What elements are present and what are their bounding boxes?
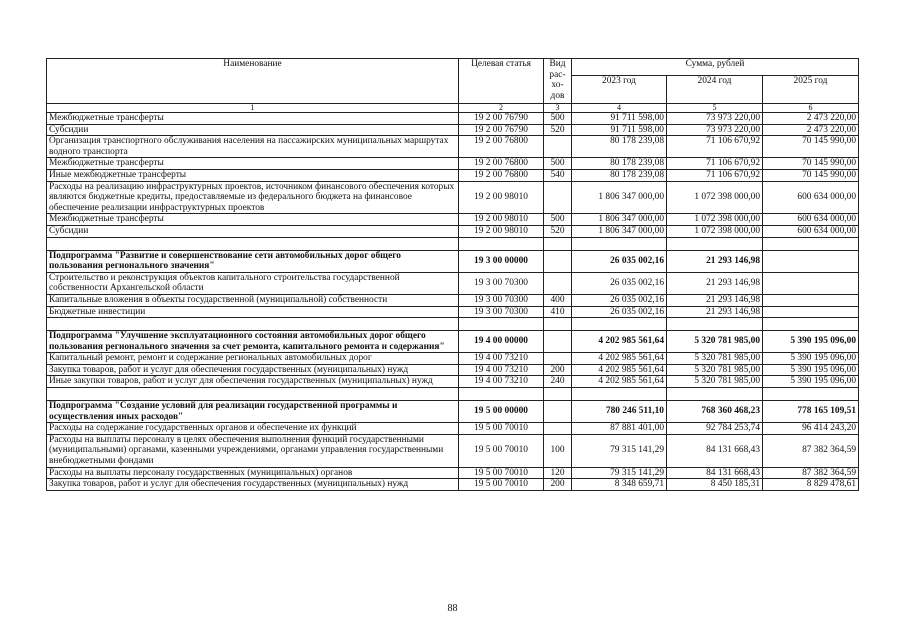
row-code: 19 4 00 00000 xyxy=(459,331,544,353)
row-amount-2025: 2 473 220,00 xyxy=(763,124,859,136)
row-kind xyxy=(544,181,572,214)
row-kind: 500 xyxy=(544,158,572,170)
table-row xyxy=(47,294,859,306)
header-name: Наименование xyxy=(47,59,459,104)
row-amount-2024: 1 072 398 000,00 xyxy=(667,225,763,237)
subprogram-row xyxy=(47,401,859,423)
row-amount-2023: 91 711 598,00 xyxy=(572,124,667,136)
row-code: 19 4 00 73210 xyxy=(459,364,544,376)
row-amount-2025: 600 634 000,00 xyxy=(763,181,859,214)
row-name: Межбюджетные трансферты xyxy=(47,214,459,226)
table-row xyxy=(47,272,859,294)
row-amount-2023: 91 711 598,00 xyxy=(572,113,667,125)
row-amount-2024: 5 320 781 985,00 xyxy=(667,353,763,365)
row-amount-2024: 5 320 781 985,00 xyxy=(667,364,763,376)
subprogram-row xyxy=(47,331,859,353)
row-name: Подпрограмма "Улучшение эксплуатационного состояния автомобильных дорог общего пользования регионального значения за счет ремонта, капитального ремонта и содержания" xyxy=(47,331,459,353)
row-amount-2024: 1 072 398 000,00 xyxy=(667,214,763,226)
row-amount-2025: 70 145 990,00 xyxy=(763,136,859,158)
row-name: Бюджетные инвестиции xyxy=(47,306,459,318)
row-amount-2023: 8 348 659,71 xyxy=(572,479,667,491)
row-amount-2025: 87 382 364,59 xyxy=(763,467,859,479)
row-amount-2023: 80 178 239,08 xyxy=(572,158,667,170)
row-code: 19 2 00 98010 xyxy=(459,214,544,226)
column-number: 2 xyxy=(459,104,544,113)
row-amount-2023: 4 202 985 561,64 xyxy=(572,353,667,365)
row-amount-2025: 70 145 990,00 xyxy=(763,158,859,170)
header-sum: Сумма, рублей xyxy=(572,59,859,76)
row-amount-2025: 70 145 990,00 xyxy=(763,169,859,181)
row-amount-2023: 26 035 002,16 xyxy=(572,294,667,306)
row-amount-2025: 600 634 000,00 xyxy=(763,225,859,237)
row-amount-2023: 4 202 985 561,64 xyxy=(572,376,667,388)
row-amount-2025: 5 390 195 096,00 xyxy=(763,376,859,388)
row-code: 19 2 00 76790 xyxy=(459,124,544,136)
row-name: Расходы на выплаты персоналу в целях обеспечения выполнения функций государственными (муниципальными) органами, казенными учреждениями, органами управления государственными внебюджетными фондами xyxy=(47,434,459,467)
column-number: 6 xyxy=(763,104,859,113)
row-amount-2024: 84 131 668,43 xyxy=(667,467,763,479)
row-code: 19 3 00 70300 xyxy=(459,272,544,294)
header-year-2024: 2024 год xyxy=(667,76,763,104)
table-row xyxy=(47,214,859,226)
row-code: 19 2 00 76800 xyxy=(459,136,544,158)
row-amount-2023: 79 315 141,29 xyxy=(572,467,667,479)
row-amount-2025: 5 390 195 096,00 xyxy=(763,364,859,376)
row-name: Расходы на содержание государственных органов и обеспечение их функций xyxy=(47,423,459,435)
column-number: 5 xyxy=(667,104,763,113)
row-name: Межбюджетные трансферты xyxy=(47,113,459,125)
header-year-2025: 2025 год xyxy=(763,76,859,104)
row-name: Капитальные вложения в объекты государственной (муниципальной) собственности xyxy=(47,294,459,306)
row-amount-2024: 21 293 146,98 xyxy=(667,306,763,318)
table-row xyxy=(47,225,859,237)
row-amount-2025: 96 414 243,20 xyxy=(763,423,859,435)
row-code: 19 2 00 76790 xyxy=(459,113,544,125)
row-kind xyxy=(544,136,572,158)
header-expense-kind: Вид рас- хо- дов xyxy=(544,59,572,104)
row-amount-2023: 79 315 141,29 xyxy=(572,434,667,467)
table-row xyxy=(47,113,859,125)
header-target-article: Целевая статья xyxy=(459,59,544,104)
row-name: Межбюджетные трансферты xyxy=(47,158,459,170)
row-amount-2024: 768 360 468,23 xyxy=(667,401,763,423)
row-code: 19 3 00 70300 xyxy=(459,306,544,318)
row-amount-2023: 1 806 347 000,00 xyxy=(572,214,667,226)
row-amount-2025: 87 382 364,59 xyxy=(763,434,859,467)
table-row xyxy=(47,169,859,181)
row-amount-2025 xyxy=(763,306,859,318)
row-kind: 240 xyxy=(544,376,572,388)
row-name: Иные закупки товаров, работ и услуг для обеспечения государственных (муниципальных) нужд xyxy=(47,376,459,388)
row-amount-2024: 21 293 146,98 xyxy=(667,294,763,306)
column-number: 4 xyxy=(572,104,667,113)
row-code: 19 4 00 73210 xyxy=(459,353,544,365)
row-code: 19 3 00 70300 xyxy=(459,294,544,306)
table-row xyxy=(47,479,859,491)
row-kind: 500 xyxy=(544,113,572,125)
row-name: Подпрограмма "Развитие и совершенствование сети автомобильных дорог общего пользования регионального значения" xyxy=(47,250,459,272)
row-amount-2024: 73 973 220,00 xyxy=(667,113,763,125)
row-amount-2023: 26 035 002,16 xyxy=(572,250,667,272)
spacer-row xyxy=(47,318,859,331)
row-kind: 500 xyxy=(544,214,572,226)
row-amount-2023: 87 881 401,00 xyxy=(572,423,667,435)
row-amount-2023: 26 035 002,16 xyxy=(572,306,667,318)
row-amount-2023: 1 806 347 000,00 xyxy=(572,225,667,237)
page-number: 88 xyxy=(447,603,458,614)
row-amount-2025 xyxy=(763,250,859,272)
row-amount-2025: 600 634 000,00 xyxy=(763,214,859,226)
table-row xyxy=(47,467,859,479)
table-row xyxy=(47,423,859,435)
row-name: Расходы на выплаты персоналу государственных (муниципальных) органов xyxy=(47,467,459,479)
row-amount-2024: 71 106 670,92 xyxy=(667,136,763,158)
table-row xyxy=(47,158,859,170)
row-amount-2024: 21 293 146,98 xyxy=(667,250,763,272)
row-code: 19 5 00 70010 xyxy=(459,467,544,479)
row-code: 19 2 00 76800 xyxy=(459,158,544,170)
table-row xyxy=(47,434,859,467)
row-name: Организация транспортного обслуживания населения на пассажирских муниципальных маршрутах водного транспорта xyxy=(47,136,459,158)
row-amount-2024: 21 293 146,98 xyxy=(667,272,763,294)
row-amount-2024: 5 320 781 985,00 xyxy=(667,376,763,388)
row-amount-2025: 8 829 478,61 xyxy=(763,479,859,491)
table-row xyxy=(47,306,859,318)
row-amount-2025: 5 390 195 096,00 xyxy=(763,331,859,353)
row-kind xyxy=(544,331,572,353)
row-amount-2023: 80 178 239,08 xyxy=(572,169,667,181)
row-code: 19 2 00 98010 xyxy=(459,181,544,214)
row-amount-2025: 2 473 220,00 xyxy=(763,113,859,125)
row-kind xyxy=(544,353,572,365)
row-kind: 200 xyxy=(544,479,572,491)
row-amount-2024: 92 784 253,74 xyxy=(667,423,763,435)
row-name: Капитальный ремонт, ремонт и содержание региональных автомобильных дорог xyxy=(47,353,459,365)
row-amount-2024: 84 131 668,43 xyxy=(667,434,763,467)
column-number-row xyxy=(47,104,859,113)
row-amount-2025 xyxy=(763,272,859,294)
row-amount-2023: 26 035 002,16 xyxy=(572,272,667,294)
row-name: Подпрограмма "Создание условий для реализации государственной программы и осуществления иных расходов" xyxy=(47,401,459,423)
table-row xyxy=(47,136,859,158)
row-kind: 120 xyxy=(544,467,572,479)
column-number: 1 xyxy=(47,104,459,113)
row-kind xyxy=(544,250,572,272)
row-amount-2024: 8 450 185,31 xyxy=(667,479,763,491)
row-amount-2024: 5 320 781 985,00 xyxy=(667,331,763,353)
header-year-2023: 2023 год xyxy=(572,76,667,104)
row-kind: 520 xyxy=(544,225,572,237)
table-row xyxy=(47,376,859,388)
row-amount-2023: 1 806 347 000,00 xyxy=(572,181,667,214)
row-code: 19 2 00 76800 xyxy=(459,169,544,181)
row-kind: 410 xyxy=(544,306,572,318)
row-kind xyxy=(544,401,572,423)
column-number: 3 xyxy=(544,104,572,113)
row-amount-2025: 778 165 109,51 xyxy=(763,401,859,423)
row-kind: 100 xyxy=(544,434,572,467)
row-kind xyxy=(544,272,572,294)
row-amount-2024: 1 072 398 000,00 xyxy=(667,181,763,214)
row-code: 19 5 00 70010 xyxy=(459,423,544,435)
row-name: Иные межбюджетные трансферты xyxy=(47,169,459,181)
row-amount-2025 xyxy=(763,294,859,306)
row-name: Строительство и реконструкция объектов капитального строительства государственной собственности Архангельской области xyxy=(47,272,459,294)
table-row xyxy=(47,353,859,365)
row-name: Субсидии xyxy=(47,124,459,136)
row-amount-2024: 71 106 670,92 xyxy=(667,158,763,170)
row-amount-2023: 780 246 511,10 xyxy=(572,401,667,423)
row-code: 19 4 00 73210 xyxy=(459,376,544,388)
row-amount-2023: 80 178 239,08 xyxy=(572,136,667,158)
row-kind: 400 xyxy=(544,294,572,306)
subprogram-row xyxy=(47,250,859,272)
row-amount-2024: 73 973 220,00 xyxy=(667,124,763,136)
row-code: 19 5 00 00000 xyxy=(459,401,544,423)
row-name: Субсидии xyxy=(47,225,459,237)
row-kind xyxy=(544,423,572,435)
row-code: 19 5 00 70010 xyxy=(459,479,544,491)
row-name: Закупка товаров, работ и услуг для обеспечения государственных (муниципальных) нужд xyxy=(47,364,459,376)
row-kind: 200 xyxy=(544,364,572,376)
row-code: 19 5 00 70010 xyxy=(459,434,544,467)
table-row xyxy=(47,181,859,214)
row-kind: 520 xyxy=(544,124,572,136)
row-name: Закупка товаров, работ и услуг для обеспечения государственных (муниципальных) нужд xyxy=(47,479,459,491)
budget-table xyxy=(46,58,859,491)
row-name: Расходы на реализацию инфраструктурных проектов, источником финансового обеспечения которых являются бюджетные кредиты, предоставляемые из федерального бюджета на финансовое обеспечение реализации инфраструктурных проектов xyxy=(47,181,459,214)
row-amount-2024: 71 106 670,92 xyxy=(667,169,763,181)
row-amount-2023: 4 202 985 561,64 xyxy=(572,364,667,376)
table-row xyxy=(47,364,859,376)
spacer-row xyxy=(47,388,859,401)
row-amount-2023: 4 202 985 561,64 xyxy=(572,331,667,353)
row-amount-2025: 5 390 195 096,00 xyxy=(763,353,859,365)
row-code: 19 3 00 00000 xyxy=(459,250,544,272)
spacer-row xyxy=(47,237,859,250)
row-code: 19 2 00 98010 xyxy=(459,225,544,237)
table-row xyxy=(47,124,859,136)
row-kind: 540 xyxy=(544,169,572,181)
